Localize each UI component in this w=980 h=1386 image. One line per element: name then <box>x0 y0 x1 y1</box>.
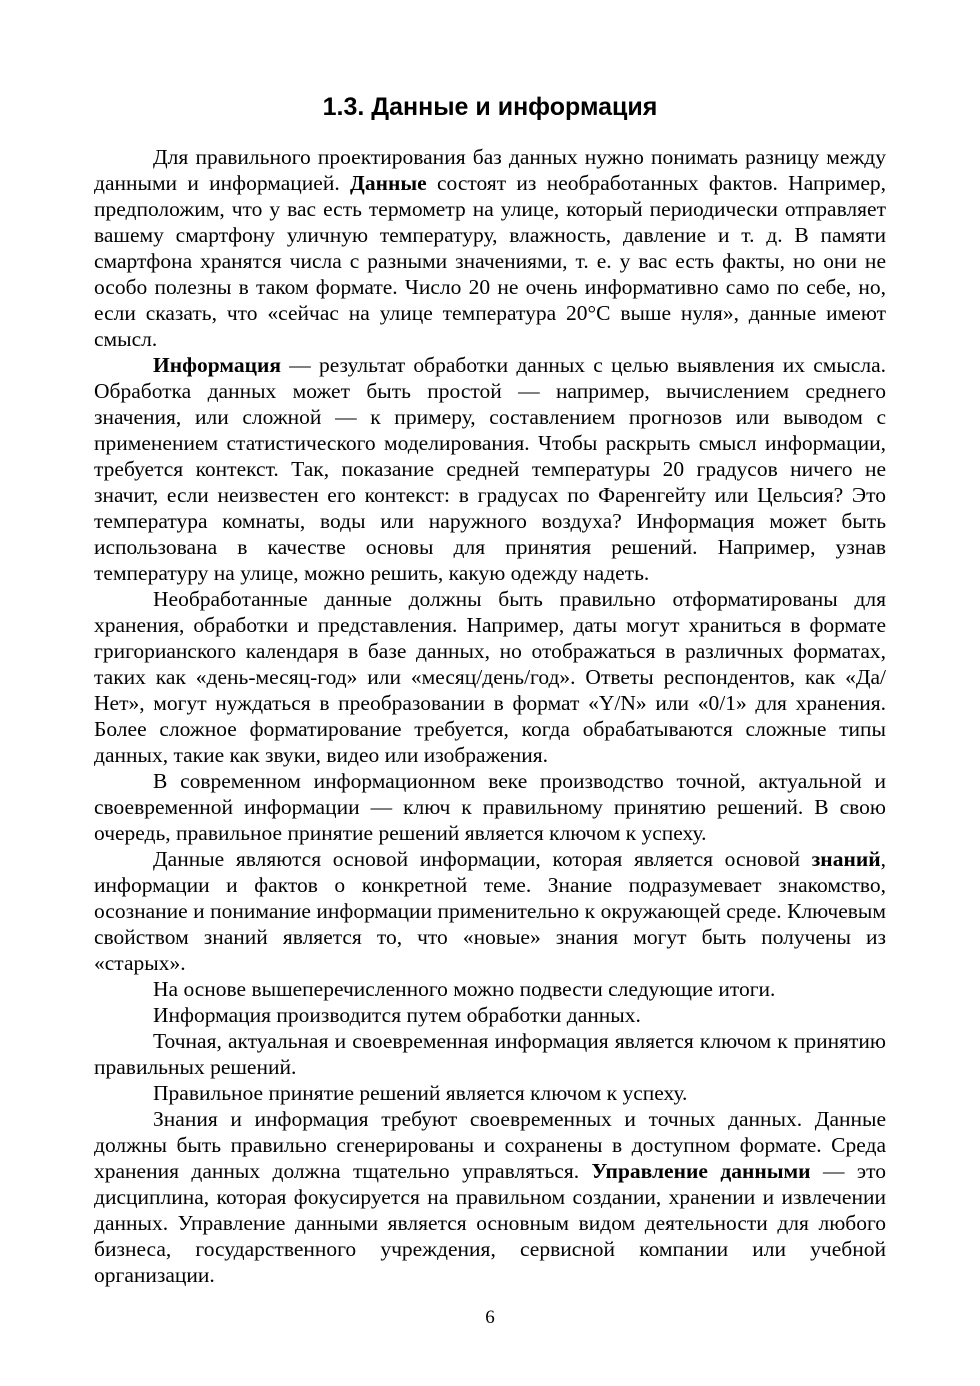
term-information: Информация <box>153 353 282 377</box>
text-run: — результат обработки данных с целью выявления их смысла. Обработка данных может быть простой — например, вычислением среднего значения, или сложной — к примеру, составлением прогнозов или выводом с применением статистического моделирования. Чтобы раскрыть смысл информации, требуется контекст. Так, показание средней температуры 20 градусов ничего не значит, если неизвестен его контекст: в градусах по Фаренгейту или Цельсия? Это температура комнаты, воды или наружного воздуха? Информация может быть использована в качестве основы для принятия решений. Например, узнав температуру на улице, можно решить, какую одежду надеть. <box>94 353 886 585</box>
text-run: , информации и фактов о конкретной теме. Знание подразумевает знакомство, осознание и понимание информации применительно к окружающей среде. Ключевым свойством знаний является то, что «новые» знания могут быть получены из «старых». <box>94 847 886 975</box>
term-data: Данные <box>350 171 427 195</box>
text-run: состоят из необработанных фактов. Например, предположим, что у вас есть термометр на улице, который периодически отправляет вашему смартфону уличную температуру, влажность, давление и т. д. В памяти смартфона хранятся числа с разными значениями, т. е. у вас есть факты, но они не особо полезны в таком формате. Число 20 не очень информативно само по себе, но, если сказать, что «сейчас на улице температура 20°C выше нуля», данные имеют смысл. <box>94 171 886 351</box>
section-title: 1.3. Данные и информация <box>322 93 658 121</box>
text-run: Для правильного проектирования баз данных нужно понимать разницу между данными и информацией. <box>94 145 886 195</box>
paragraph-summary-2: Точная, актуальная и своевременная информация является ключом к принятию правильных решений. <box>94 1029 886 1079</box>
paragraph-information-definition <box>94 352 886 586</box>
paragraph-knowledge <box>94 846 886 976</box>
text-run: Данные являются основой информации, которая является основой <box>153 847 812 871</box>
page-number: 6 <box>485 1307 495 1328</box>
body-text <box>94 144 886 1288</box>
text-run: Знания и информация требуют своевременных и точных данных. Данные должны быть правильно сгенерированы и сохранены в доступном формате. Среда хранения данных должна тщательно управляться. <box>94 1107 886 1183</box>
paragraph-data-management <box>94 1106 886 1288</box>
term-knowledge: знаний <box>811 847 881 871</box>
paragraph-summary-3: Правильное принятие решений является ключом к успеху. <box>153 1081 688 1105</box>
paragraph-formatting: Необработанные данные должны быть правильно отформатированы для хранения, обработки и представления. Например, даты могут храниться в формате григорианского календаря в базе данных, но отображаться в различных форматах, таких как «день-месяц-год» или «месяц/день/год». Ответы респондентов, как «Да/Нет», могут нуждаться в преобразовании в формат «Y/N» или «0/1» для хранения. Более сложное форматирование требуется, когда обрабатываются сложные типы данных, такие как звуки, видео или изображения. <box>94 587 886 767</box>
term-data-management: Управление данными <box>591 1159 811 1183</box>
paragraph-summary-intro: На основе вышеперечисленного можно подвести следующие итоги. <box>153 977 776 1001</box>
paragraph-summary-1: Информация производится путем обработки данных. <box>153 1003 641 1027</box>
paragraph-information-age: В современном информационном веке производство точной, актуальной и своевременной информации — ключ к правильному принятию решений. В свою очередь, правильное принятие решений является ключом к успеху. <box>94 769 886 845</box>
text-run: — это дисциплина, которая фокусируется на правильном создании, хранении и извлечении данных. Управление данными является основным видом деятельности для любого бизнеса, государственного учреждения, сервисной компании или учебной организации. <box>94 1159 886 1287</box>
paragraph-data-definition <box>94 144 886 352</box>
